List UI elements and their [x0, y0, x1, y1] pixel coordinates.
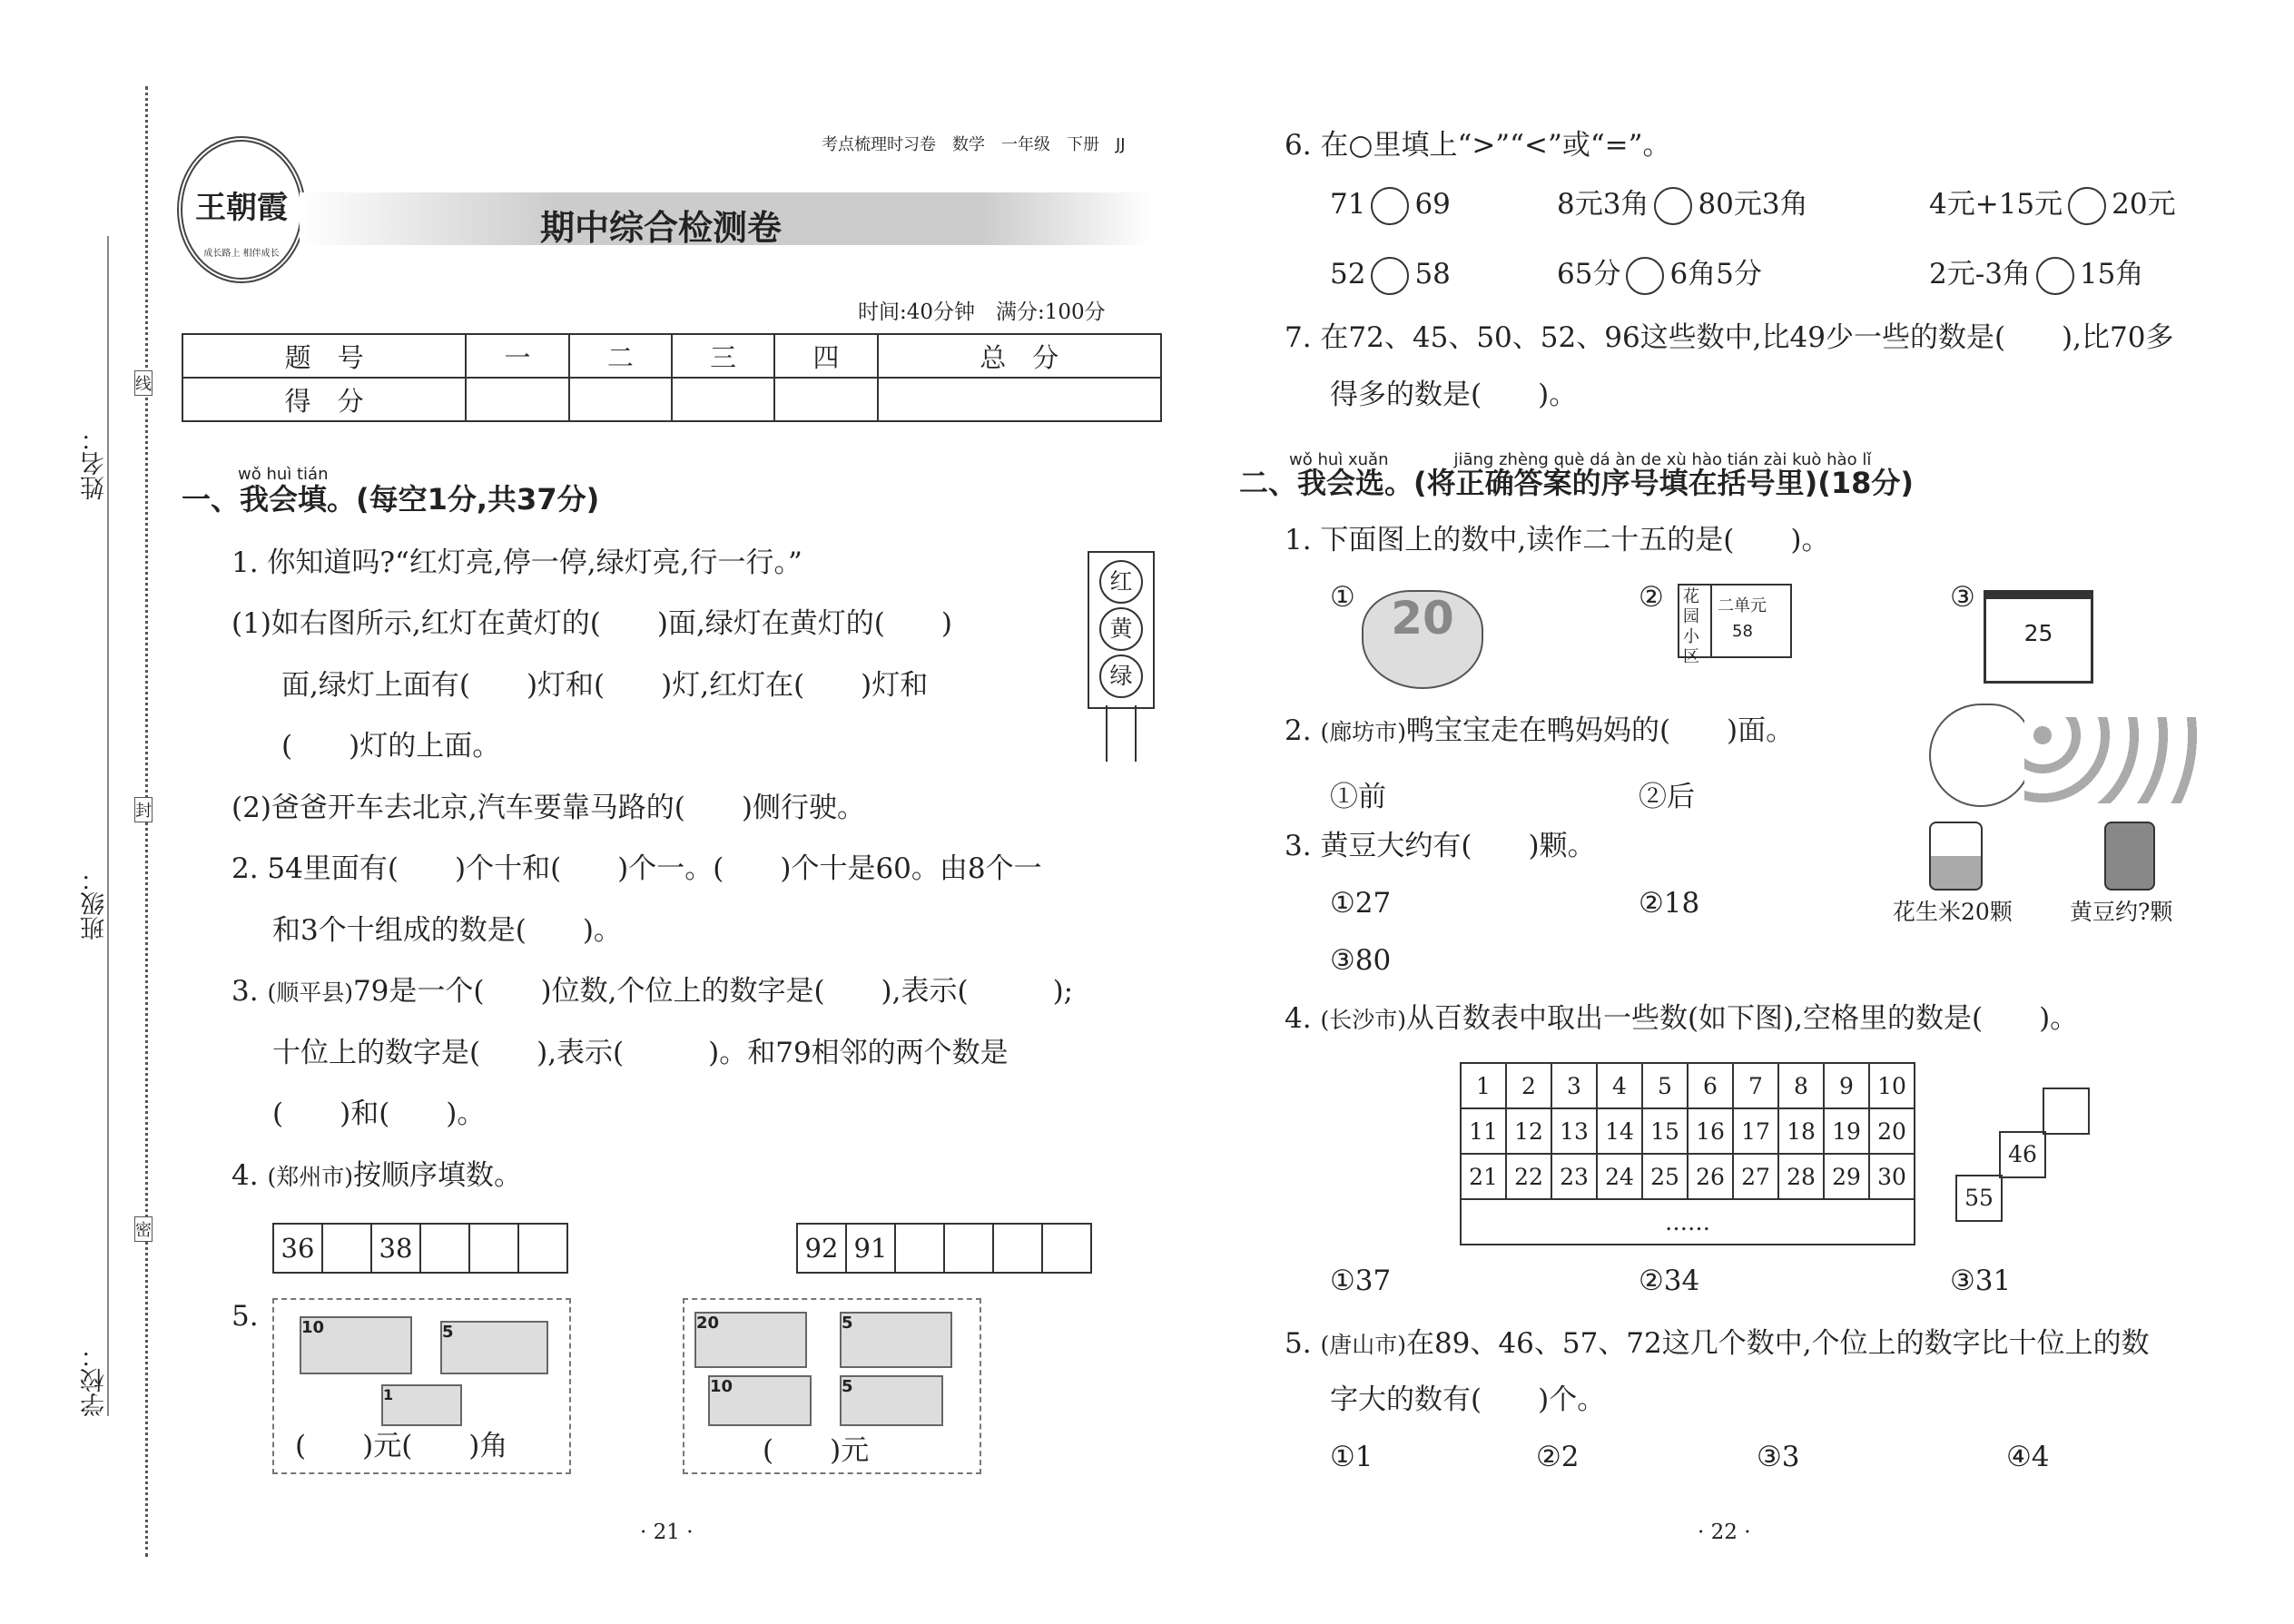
- q1-p2: (2)爸爸开车去北京,汽车要靠马路的( )侧行驶。: [231, 792, 865, 824]
- calendar-image: [1984, 590, 2093, 684]
- compare-circle[interactable]: [1371, 187, 1409, 225]
- light-red: 红: [1099, 560, 1143, 604]
- q1-p1a: (1)如右图所示,红灯在黄灯的( )面,绿灯在黄灯的( ): [231, 607, 952, 640]
- hundred-cell: 23: [1551, 1154, 1597, 1199]
- soybean-label: 黄豆约?颗: [2070, 899, 2173, 925]
- q3-location: (顺平县): [267, 979, 353, 1006]
- hundred-cell: 8: [1778, 1063, 1824, 1108]
- c4-location: (长沙市): [1320, 1007, 1406, 1033]
- sec2-title: 二、我会选。(将正确答案的序号填在括号里)(18分): [1239, 466, 1915, 500]
- c2-line: 2. (廊坊市)鸭宝宝走在鸭妈妈的( )面。: [1285, 714, 1795, 747]
- score-header: 二: [569, 334, 672, 378]
- binding-mark-mi: 密: [134, 1216, 153, 1242]
- seq-cell: 92: [797, 1224, 846, 1273]
- seq-blank[interactable]: [944, 1224, 993, 1273]
- seq-blank[interactable]: [469, 1224, 518, 1273]
- class-label: 班级：: [81, 867, 109, 940]
- soybean-jar: [2104, 822, 2155, 891]
- score-header: 题 号: [182, 334, 466, 378]
- peanut-jar: [1929, 822, 1983, 891]
- q5-answer-2: ( )元: [763, 1434, 870, 1467]
- q3-line-b: 十位上的数字是( ),表示( )。和79相邻的两个数是: [272, 1037, 1009, 1069]
- bill-5: [840, 1312, 952, 1368]
- q3-line-a: 3. (顺平县)79是一个( )位数,个位上的数字是( ),表示( );: [231, 975, 1074, 1008]
- bill-value: 5: [842, 1377, 853, 1396]
- hundred-cell: 5: [1642, 1063, 1688, 1108]
- q1-intro: 1. 你知道吗?“红灯亮,停一停,绿灯亮,行一行。”: [231, 546, 802, 579]
- stair-cell-55: [1955, 1175, 2003, 1222]
- c3-option-1: ①27: [1330, 887, 1392, 920]
- bill-10: [300, 1316, 412, 1374]
- c5-option-1: ①1: [1330, 1441, 1373, 1473]
- sign-number: 58: [1732, 622, 1753, 641]
- q1-p1b: 面,绿灯上面有( )灯和( )灯,红灯在( )灯和: [281, 669, 929, 702]
- score-cell[interactable]: [466, 378, 568, 421]
- hundred-cell: 21: [1461, 1154, 1506, 1199]
- hundred-cell: 4: [1597, 1063, 1642, 1108]
- q3-line-c: ( )和( )。: [272, 1097, 486, 1130]
- sec1-pinyin: wǒ huì tián: [238, 465, 329, 484]
- seq-blank[interactable]: [518, 1224, 567, 1273]
- c5-location: (唐山市): [1320, 1332, 1406, 1358]
- hundred-cell: 2: [1506, 1063, 1551, 1108]
- sequence-box-2: [796, 1223, 1092, 1274]
- school-label: 学校：: [81, 1343, 109, 1417]
- cake-image: [1362, 590, 1483, 689]
- score-row-label: 得 分: [182, 378, 466, 421]
- seq-cell: 91: [846, 1224, 895, 1273]
- bill-5: [440, 1321, 548, 1374]
- q6-title: 6. 在○里填上“>”“<”或“=”。: [1285, 129, 1671, 162]
- seq-blank[interactable]: [993, 1224, 1042, 1273]
- hundred-cell: 30: [1869, 1154, 1915, 1199]
- traffic-light-pole: [1106, 705, 1137, 762]
- score-cell[interactable]: [774, 378, 877, 421]
- hundred-cell: 19: [1824, 1108, 1869, 1154]
- hundred-cell: 6: [1688, 1063, 1733, 1108]
- stair-value: 46: [2008, 1141, 2037, 1167]
- compare-right: 80元3角: [1698, 188, 1808, 221]
- compare-right: 6角5分: [1669, 258, 1762, 290]
- compare-circle[interactable]: [2036, 257, 2074, 295]
- hundred-cell: 16: [1688, 1108, 1733, 1154]
- binding-solid-line: [107, 236, 109, 1416]
- compare-circle[interactable]: [1654, 187, 1692, 225]
- stair-value: 55: [1964, 1185, 1994, 1211]
- hundred-cell: 3: [1551, 1063, 1597, 1108]
- compare-right: 20元: [2112, 188, 2176, 221]
- name-label: 姓名：: [81, 427, 109, 500]
- seq-cell: 36: [273, 1224, 322, 1273]
- peanut-label: 花生米20颗: [1893, 899, 2013, 925]
- duck-image: [1929, 704, 2033, 807]
- compare-left: 52: [1330, 258, 1366, 290]
- c4-option-1: ①37: [1330, 1265, 1392, 1297]
- c5-option-3: ③3: [1757, 1441, 1800, 1473]
- compare-left: 65分: [1557, 258, 1621, 290]
- c4-text: 从百数表中取出一些数(如下图),空格里的数是( )。: [1405, 1002, 2079, 1035]
- hundred-cell: 15: [1642, 1108, 1688, 1154]
- c5-option-2: ②2: [1536, 1441, 1580, 1473]
- c3-text: 3. 黄豆大约有( )颗。: [1285, 830, 1596, 862]
- sign-unit: 二单元: [1718, 596, 1767, 615]
- c2-option-2: ②后: [1639, 781, 1695, 813]
- binding-mark-xian: 线: [134, 370, 153, 396]
- brand-logo-name: 王朝霞: [195, 190, 288, 226]
- page-number-22: · 22 ·: [1698, 1521, 1751, 1544]
- sec2-pinyin: wǒ huì xuǎn jiāng zhèng què dá àn de xù hào tián zài kuò hào lǐ: [1289, 450, 1872, 469]
- bill-value: 5: [442, 1323, 454, 1342]
- q3-text-a: 79是一个( )位数,个位上的数字是( ),表示( );: [352, 975, 1074, 1008]
- page-header: 考点梳理时习卷 数学 一年级 下册 JJ: [822, 135, 1126, 154]
- q6-row2: [1330, 256, 1451, 295]
- bill-10: [708, 1375, 812, 1426]
- c1-option-1: ①: [1330, 581, 1355, 614]
- compare-left: 2元-3角: [1929, 258, 2031, 290]
- compare-left: 4元+15元: [1929, 188, 2063, 221]
- brand-logo: [177, 136, 306, 283]
- compare-right: 69: [1414, 188, 1451, 221]
- hundred-chart: [1460, 1062, 1915, 1245]
- q7-line-b: 得多的数是( )。: [1330, 379, 1578, 411]
- ducklings-image: [2024, 717, 2197, 803]
- bill-value: 10: [710, 1377, 733, 1396]
- q5-number: 5.: [231, 1300, 259, 1333]
- time-score: 时间:40分钟 满分:100分: [858, 300, 1106, 324]
- page-number-21: · 21 ·: [640, 1521, 694, 1544]
- q4-text: 按顺序填数。: [352, 1159, 522, 1192]
- hundred-cell: 26: [1688, 1154, 1733, 1199]
- c2-location: (廊坊市): [1320, 719, 1406, 745]
- q6-row1: [1929, 186, 2176, 225]
- bill-value: 10: [301, 1318, 325, 1337]
- bill-value: 1: [383, 1386, 394, 1403]
- calendar-date: 25: [2023, 620, 2053, 646]
- binding-mark-feng: 封: [134, 797, 153, 822]
- hundred-cell: 17: [1733, 1108, 1778, 1154]
- score-cell[interactable]: [672, 378, 774, 421]
- compare-right: 58: [1414, 258, 1451, 290]
- sec1-title: 一、我会填。(每空1分,共37分): [182, 482, 600, 517]
- page-title: 期中综合检测卷: [540, 208, 783, 248]
- c3-option-3: ③80: [1330, 944, 1392, 977]
- score-header: 四: [774, 334, 877, 378]
- score-table: [182, 333, 1162, 422]
- score-cell[interactable]: [878, 378, 1161, 421]
- hundred-cell: 25: [1642, 1154, 1688, 1199]
- q7-line-a: 7. 在72、45、50、52、96这些数中,比49少一些的数是( ),比70多: [1285, 321, 2174, 354]
- seq-blank[interactable]: [322, 1224, 371, 1273]
- sign-divider: [1710, 586, 1712, 656]
- c2-text: 鸭宝宝走在鸭妈妈的( )面。: [1405, 714, 1795, 747]
- q5-answer-1: ( )元( )角: [295, 1430, 508, 1462]
- hundred-chart-ellipsis: ……: [1461, 1199, 1915, 1245]
- score-header: 一: [466, 334, 568, 378]
- c4-option-2: ②34: [1639, 1265, 1700, 1297]
- c2-option-1: ①前: [1330, 781, 1386, 813]
- bill-1: [381, 1384, 462, 1426]
- hundred-cell: 14: [1597, 1108, 1642, 1154]
- light-green: 绿: [1099, 655, 1143, 698]
- traffic-light: [1088, 551, 1155, 709]
- hundred-cell: 18: [1778, 1108, 1824, 1154]
- hundred-cell: 10: [1869, 1063, 1915, 1108]
- q6-row2: [1929, 256, 2143, 295]
- hundred-cell: 9: [1824, 1063, 1869, 1108]
- address-sign: [1678, 584, 1792, 666]
- c1-text: 1. 下面图上的数中,读作二十五的是( )。: [1285, 524, 1830, 556]
- hundred-cell: 20: [1869, 1108, 1915, 1154]
- score-header: 总 分: [878, 334, 1161, 378]
- bill-20: [694, 1312, 807, 1368]
- stair-cell-46: [1999, 1131, 2046, 1178]
- q6-row1: [1557, 186, 1808, 225]
- hundred-cell: 12: [1506, 1108, 1551, 1154]
- hundred-cell: 29: [1824, 1154, 1869, 1199]
- c4-option-3: ③31: [1950, 1265, 2012, 1297]
- light-yellow: 黄: [1099, 607, 1143, 651]
- hundred-cell: 7: [1733, 1063, 1778, 1108]
- score-header: 三: [672, 334, 774, 378]
- hundred-cell: 22: [1506, 1154, 1551, 1199]
- compare-circle[interactable]: [1626, 257, 1664, 295]
- q6-row2: [1557, 256, 1762, 295]
- hundred-cell: 11: [1461, 1108, 1506, 1154]
- hundred-cell: 27: [1733, 1154, 1778, 1199]
- bill-value: 5: [842, 1314, 853, 1333]
- brand-logo-slogan: 成长路上 相伴成长: [203, 249, 280, 259]
- compare-right: 15角: [2079, 258, 2144, 290]
- q6-row1: [1330, 186, 1451, 225]
- q4-line: 4. (郑州市)按顺序填数。: [231, 1159, 522, 1192]
- c5-option-4: ④4: [2006, 1441, 2050, 1473]
- seq-blank[interactable]: [420, 1224, 469, 1273]
- seq-blank[interactable]: [1042, 1224, 1091, 1273]
- hundred-cell: 13: [1551, 1108, 1597, 1154]
- c5-line-a: 5. (唐山市)在89、46、57、72这几个数中,个位上的数字比十位上的数: [1285, 1327, 2150, 1360]
- c1-option-3: ③: [1950, 581, 1975, 614]
- compare-left: 8元3角: [1557, 188, 1649, 221]
- score-cell[interactable]: [569, 378, 672, 421]
- bill-5: [840, 1375, 943, 1426]
- c4-line: 4. (长沙市)从百数表中取出一些数(如下图),空格里的数是( )。: [1285, 1002, 2079, 1035]
- seq-cell: 38: [371, 1224, 420, 1273]
- seq-blank[interactable]: [895, 1224, 944, 1273]
- sequence-box-1: [272, 1223, 568, 1274]
- q2-line-a: 2. 54里面有( )个十和( )个一。( )个十是60。由8个一: [231, 852, 1042, 885]
- hundred-cell: 1: [1461, 1063, 1506, 1108]
- compare-circle[interactable]: [1371, 257, 1409, 295]
- q2-line-b: 和3个十组成的数是( )。: [272, 914, 622, 947]
- hundred-cell: 28: [1778, 1154, 1824, 1199]
- q1-p1c: ( )灯的上面。: [281, 730, 501, 763]
- c5-text-a: 在89、46、57、72这几个数中,个位上的数字比十位上的数: [1405, 1327, 2150, 1360]
- c5-line-b: 字大的数有( )个。: [1330, 1383, 1606, 1416]
- cake-number: 20: [1391, 592, 1454, 645]
- compare-circle[interactable]: [2068, 187, 2106, 225]
- c3-option-2: ②18: [1639, 887, 1700, 920]
- compare-left: 71: [1330, 188, 1366, 221]
- bill-value: 20: [696, 1314, 720, 1333]
- c1-option-2: ②: [1639, 581, 1664, 614]
- stair-cell-blank[interactable]: [2043, 1088, 2090, 1135]
- hundred-cell: 24: [1597, 1154, 1642, 1199]
- q4-location: (郑州市): [267, 1164, 353, 1190]
- sign-community: 花园小区: [1683, 587, 1699, 666]
